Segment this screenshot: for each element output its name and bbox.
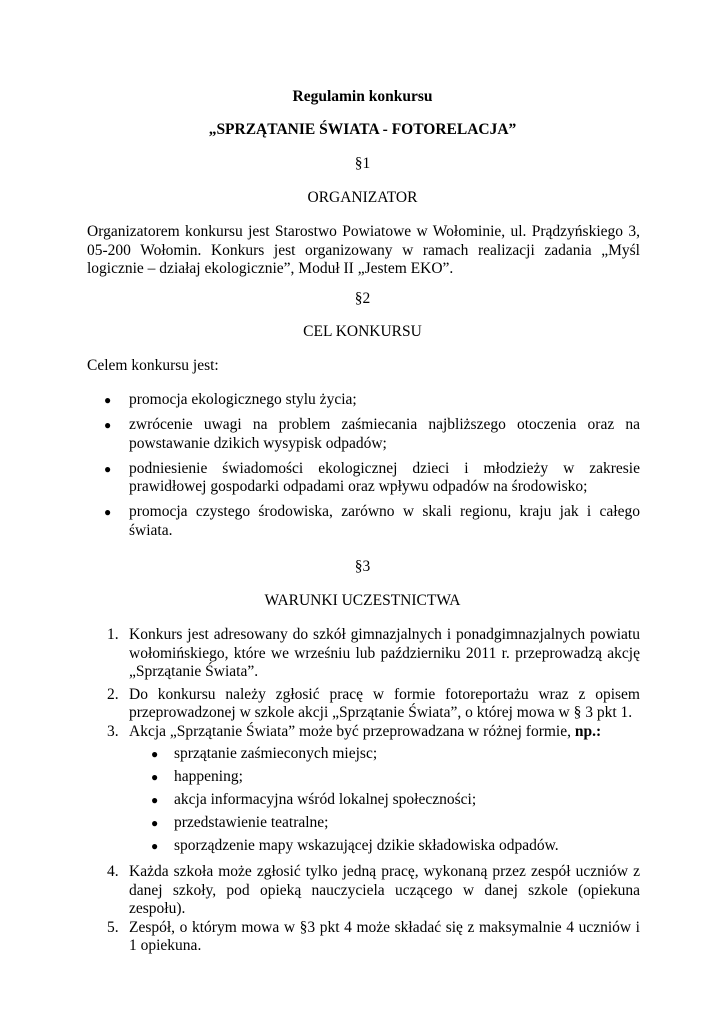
list-item: ● promocja ekologicznego stylu życia; [104, 391, 357, 408]
forms-list [87, 745, 640, 856]
section-2-intro: Celem konkursu jest: [87, 357, 219, 374]
bullet-icon: ● [151, 793, 159, 807]
bullet-icon: ● [151, 747, 159, 761]
list-item: 2. Do konkursu należy zgłosić pracę w formie fotoreportażu wraz z opisem przeprowadzonej w szkole akcji „Sprzątanie Świata”, o której mowa w § 3 pkt 1. [107, 685, 640, 721]
section-1-number: §1 [354, 155, 371, 172]
bullet-icon: ● [151, 839, 159, 853]
section-2-heading: CEL KONKURSU [303, 323, 422, 340]
list-item: ● happening; [151, 768, 243, 785]
list-item: ● zwrócenie uwagi na problem zaśmiecania najbliższego otoczenia oraz na powstawanie dzikich wysypisk odpadów; [104, 416, 640, 452]
bullet-icon: ● [104, 393, 112, 407]
document-subtitle: „SPRZĄTANIE ŚWIATA - FOTORELACJA” [208, 121, 517, 138]
list-item: 4. Każda szkoła może zgłosić tylko jedną pracę, wykonaną przez zespół uczniów z danej szkoły, pod opieką nauczyciela uczącego w danej szkole (opiekuna zespołu). [107, 863, 640, 917]
document-title: Regulamin konkursu [292, 88, 433, 105]
bullet-icon: ● [104, 461, 112, 476]
list-item: 3. Akcja „Sprzątanie Świata” może być przeprowadzana w różnej formie, np.: ● sprzątanie zaśmieconych miejsc; ● happening; ● akcja informacyjna wśród lokalnej społeczności; ● przedstawienie teatralne; ● sporządzenie mapy wskazującej dzikie składowiska odpadów. [87, 723, 640, 856]
goals-list [87, 391, 640, 547]
list-item: ● promocja czystego środowiska, zarówno w skali regionu, kraju jak i całego świata. [104, 503, 640, 539]
section-3-number: §3 [354, 558, 371, 575]
conditions-list-continued [87, 863, 640, 956]
list-item: ● akcja informacyjna wśród lokalnej społeczności; [151, 791, 477, 808]
section-1-text: Organizatorem konkursu jest Starostwo Powiatowe w Wołominie, ul. Prądzyńskiego 3, 05-200 Wołomin. Konkurs jest organizowany w ramach realizacji zadania „Myśl logicznie – działaj ekologicznie”, Moduł II „Jestem EKO”. [87, 223, 640, 277]
list-item: 1. Konkurs jest adresowany do szkół gimnazjalnych i ponadgimnazjalnych powiatu wołomińskiego, które we wrześniu lub październiku 2011 r. przeprowadzą akcję „Sprzątanie Świata”. [107, 626, 640, 680]
list-item: ● przedstawienie teatralne; [151, 814, 329, 831]
section-2-number: §2 [354, 290, 371, 307]
list-item: 5. Zespół, o którym mowa w §3 pkt 4 może składać się z maksymalnie 4 uczniów i 1 opiekuna. [107, 918, 640, 954]
list-item: ● podniesienie świadomości ekologicznej dzieci i młodzieży w zakresie prawidłowej gospodarki odpadami oraz wpływu odpadów na środowisko; [104, 459, 640, 495]
list-item: ● sporządzenie mapy wskazującej dzikie składowiska odpadów. [151, 837, 559, 854]
section-3-heading: WARUNKI UCZESTNICTWA [264, 592, 461, 609]
bullet-icon: ● [151, 770, 159, 784]
list-item: ● sprzątanie zaśmieconych miejsc; [151, 745, 378, 762]
bullet-icon: ● [104, 418, 112, 432]
bullet-icon: ● [104, 505, 112, 519]
section-1-heading: ORGANIZATOR [307, 189, 418, 206]
conditions-list [87, 626, 640, 860]
bullet-icon: ● [151, 816, 159, 830]
